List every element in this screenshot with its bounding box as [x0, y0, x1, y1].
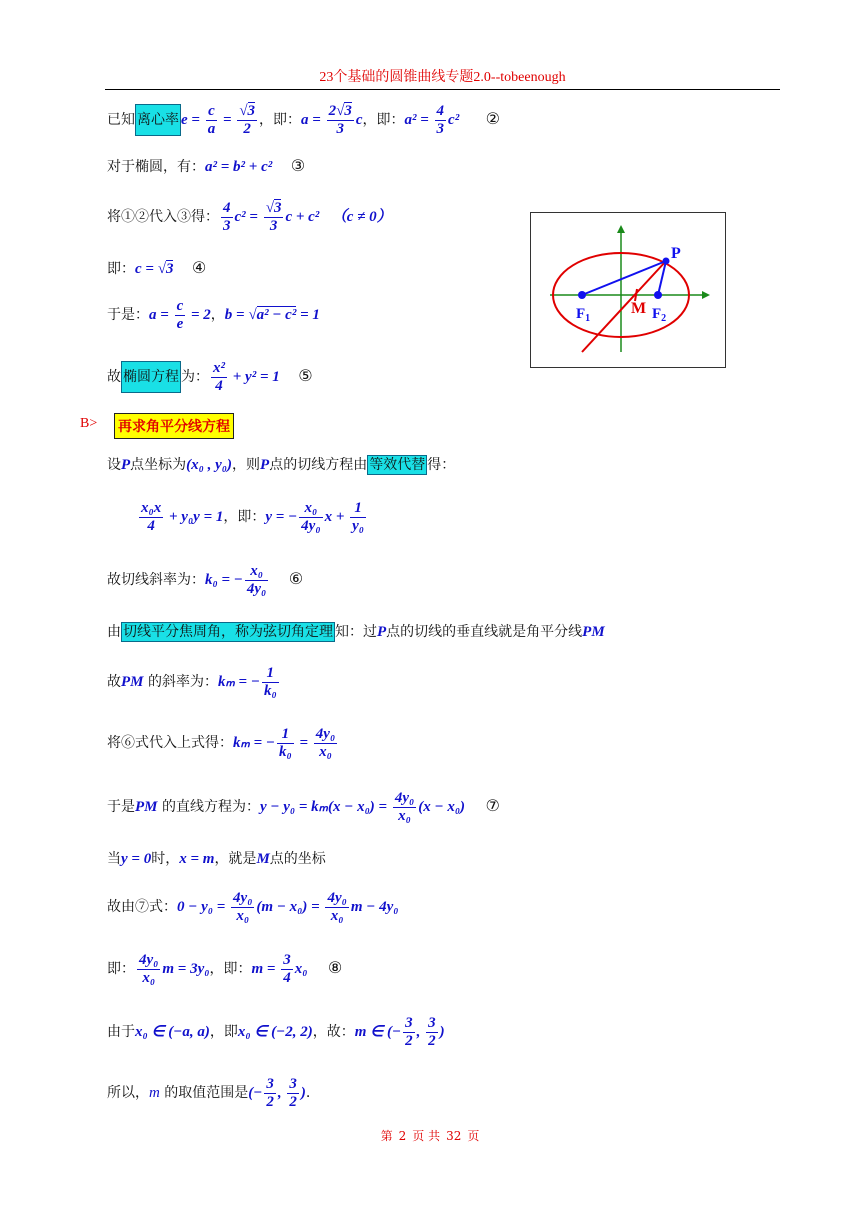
label-m: M	[631, 300, 647, 317]
label-f1: $F_1$	[576, 306, 591, 324]
tangent-equation-line: $\frac{\text{x₀x}}{4}$ + y₀y = 1，即：y = − $\frac{\text{x₀}}{\text{4y₀}}$ x + $\frac{1}{\text{y₀}}$	[141, 500, 365, 535]
m-expression-line: 即： $\frac{\text{4y₀}}{\text{x₀}}$ m = 3y₀，即：m = $\frac{3}{4}$ x₀ ⑧	[107, 952, 343, 987]
substituted-slope-line: 将⑥式代入上式得：kₘ = − $\frac{1}{\text{k₀}}$ = $\frac{\text{4y₀}}{\text{x₀}}$	[107, 726, 336, 761]
point-p	[663, 258, 670, 265]
focus-f1-point	[578, 291, 586, 299]
a-b-values-line: 于是：a = $\frac{c}{e}$ = 2，b = √a² − c² = 1	[107, 298, 320, 333]
highlight-eccentricity: 离心率	[135, 104, 181, 136]
ellipse-diagram	[530, 212, 726, 368]
highlight-chord-tangent-theorem: 切线平分焦周角，称为弦切角定理	[123, 624, 333, 640]
pm-slope-line: 故PM 的斜率为：kₘ = − $\frac{1}{\text{k₀}}$	[107, 665, 277, 700]
diagram-frame	[531, 213, 726, 368]
page-footer: 第 2 页 共 32 页	[380, 1129, 480, 1143]
ellipse-relation-line: 对于椭圆，有：a² = b² + c² ③	[107, 156, 306, 175]
c-value-line: 即：c = √3 ④	[107, 258, 207, 277]
derivation-line: 故由⑦式：0 − y₀ = $\frac{\text{4y₀}}{\text{x₀}}$ (m − x₀) = $\frac{\text{4y₀}}{\text{x₀}}$ m − 4y₀	[107, 890, 399, 925]
page-header-title: 23个基础的圆锥曲线专题2.0--tobeenough	[319, 70, 566, 85]
header-rule	[105, 89, 780, 90]
substitution-line: 将①②代入③得： $\frac{4}{3}$ c² = $\frac{√3}{3}$ c + c² （c ≠ 0）	[107, 200, 392, 235]
label-p: P	[671, 245, 681, 262]
pm-equation-line: 于是PM 的直线方程为：y − y₀ = kₘ(x − x₀) = $\frac{\text{4y₀}}{\text{x₀}}$ (x − x₀) ⑦	[107, 790, 500, 825]
focus-f2-point	[654, 291, 662, 299]
highlight-equivalent-substitution: 等效代替	[369, 457, 426, 473]
eccentricity-line: 已知 离心率 e = $\frac{c}{a}$ = $\frac{√3}{2}$ ，即：a = $\frac{2√3}{3}$ c，即：a² = $\frac{4}{3}$ c² ②	[107, 103, 500, 138]
highlight-ellipse-equation: 椭圆方程	[121, 361, 181, 393]
section-b-label: B>	[80, 416, 98, 431]
page-number: 2	[398, 1129, 407, 1143]
range-derivation-line: 由于x₀ ∈ (−a, a)，即x₀ ∈ (−2, 2)，故：m ∈ (− $\frac{3}{2}$ , $\frac{3}{2}$ )	[107, 1015, 445, 1050]
ellipse-equation-line: 故 椭圆方程 为： $\frac{\text{x²}}{4}$ + y² = 1 ⑤	[107, 360, 313, 395]
section-b-title: 再求角平分线方程	[114, 413, 234, 439]
m-point-line: 当y = 0时，x = m，就是M点的坐标	[107, 851, 326, 867]
total-pages: 32	[446, 1129, 462, 1143]
tangent-slope-line: 故切线斜率为：k₀ = − $\frac{\text{x₀}}{\text{4y₀}}$ ⑥	[107, 563, 304, 598]
label-f2: $F_2$	[652, 306, 667, 324]
point-p-line: 设P点坐标为(x₀ , y₀)，则P点的切线方程由 等效代替 得：	[107, 457, 456, 473]
theorem-line: 由 切线平分焦周角，称为弦切角定理 知：过P点的切线的垂直线就是角平分线PM	[107, 624, 605, 640]
conclusion-line: 所以，m 的取值范围是(− $\frac{3}{2}$ , $\frac{3}{2}$ ).	[107, 1076, 311, 1111]
